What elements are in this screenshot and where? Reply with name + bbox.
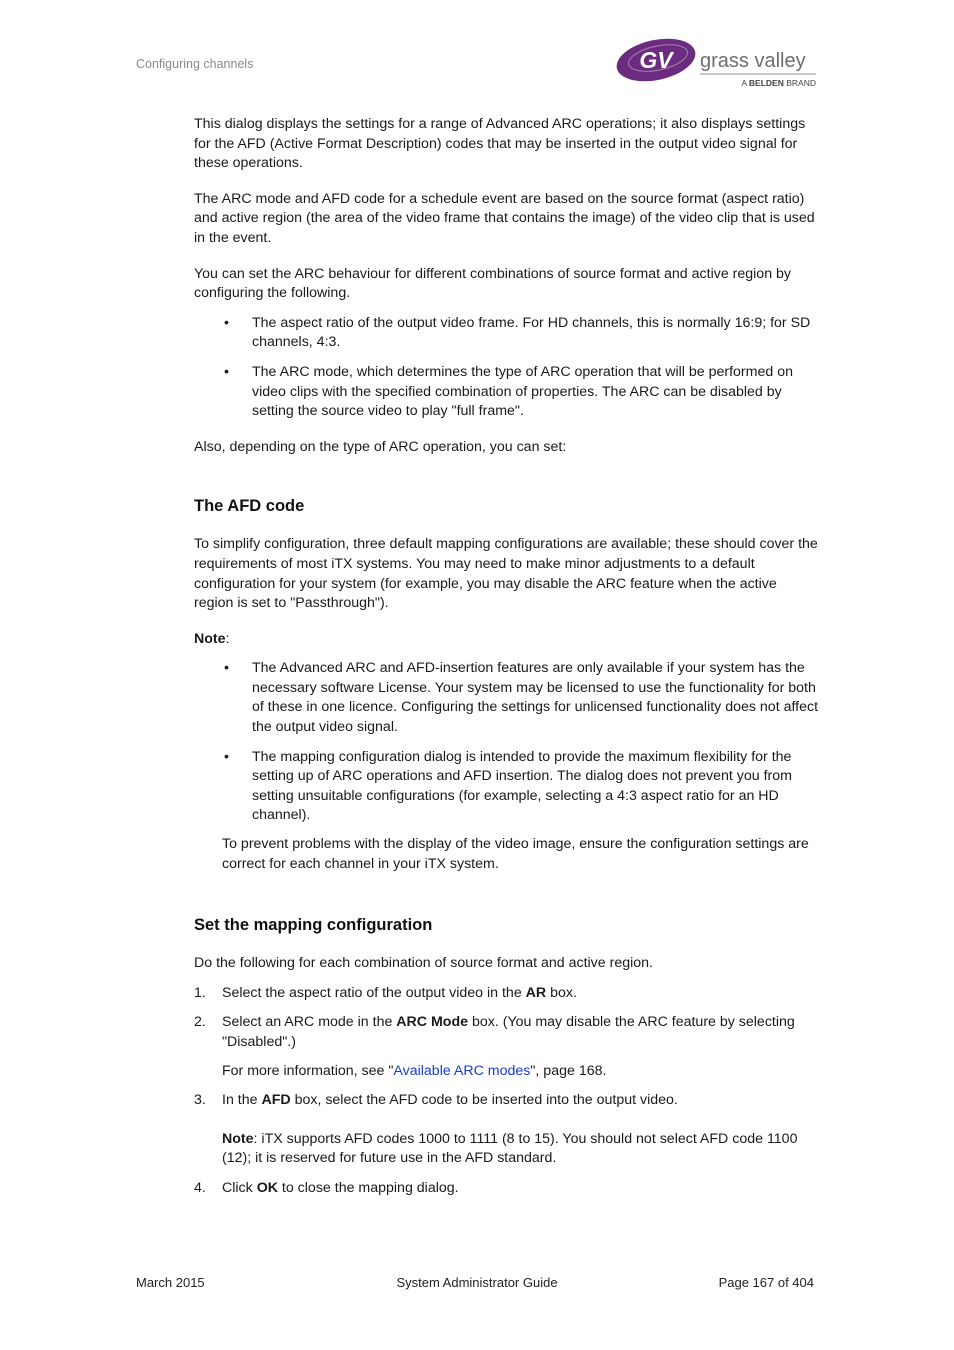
bullet-icon: •	[224, 363, 229, 380]
list-item: • The Advanced ARC and AFD-insertion features are only available if your system has the necessary software License. Your system may be licensed to use the functionality for both of these in one licence. Configuring the settings for unlicensed functionality does not affect the output video signal.	[224, 660, 819, 736]
intro-paragraph-2: The ARC mode and AFD code for a schedule event are based on the source format (aspect ratio) and active region (the area of the video frame that contains the image) of the video clip that is used in the event.	[194, 190, 815, 246]
afd-paragraph-2: To prevent problems with the display of the video image, ensure the configuration settings are correct for each channel in your iTX system.	[222, 836, 809, 872]
list-item: • The ARC mode, which determines the type of ARC operation that will be performed on video clips with the specified combination of properties. The ARC can be disabled by setting the source video to play "full frame".	[224, 363, 793, 420]
logo-mark-letters: GV	[639, 47, 673, 73]
page-content	[194, 115, 820, 1209]
logo-tagline: A BELDEN BRAND	[741, 78, 816, 88]
section-heading-mapping: Set the mapping configuration	[194, 916, 433, 935]
grass-valley-logo	[614, 36, 818, 92]
list-item: 3. In the AFD box, select the AFD code to be inserted into the output video. Note: iTX supports AFD codes 1000 to 1111 (8 to 15). You should not select AFD code 1100 (12); it is reserved for future use in the AFD standard.	[194, 1091, 820, 1169]
mapping-steps-list	[194, 984, 820, 1199]
intro-paragraph-1: This dialog displays the settings for a range of Advanced ARC operations; it also displays settings for the AFD (Active Format Description) codes that may be inserted in the output video signal for these operations.	[194, 116, 806, 172]
list-item: 2. Select an ARC mode in the ARC Mode box. (You may disable the ARC feature by selecting "Disabled".) For more information, see "Available ARC modes", page 168.	[194, 1013, 820, 1081]
available-arc-modes-link[interactable]: Available ARC modes	[393, 1062, 531, 1079]
mapping-intro: Do the following for each combination of source format and active region.	[194, 955, 653, 972]
logo-brand-name: grass valley	[700, 50, 806, 72]
bullet-icon: •	[224, 748, 229, 765]
list-item: 1. Select the aspect ratio of the output video in the AR box.	[194, 984, 577, 1001]
intro-paragraph-3: You can set the ARC behaviour for different combinations of source format and active region by configuring the following.	[194, 265, 792, 302]
afd-note-bullet-list	[194, 659, 820, 826]
list-item: • The mapping configuration dialog is intended to provide the maximum flexibility for the setting up of ARC operations and AFD insertion. The dialog does not prevent you from setting unsuitable configurations (for example, selecting a 4:3 aspect ratio for an HD channel).	[224, 748, 792, 824]
grass-valley-logo-graphic	[614, 36, 818, 92]
running-header: Configuring channels	[136, 57, 254, 71]
footer-date: March 2015	[136, 1275, 205, 1290]
afd-paragraph-1: To simplify configuration, three default mapping configurations are available; these should cover the requirements of most iTX systems. You may need to make minor adjustments to a default configuration for your system (for example, you may disable the ARC feature when the active region is set to "Passthrough").	[194, 536, 818, 612]
bullet-icon: •	[224, 660, 229, 677]
step-2-more-info: For more information, see "Available ARC modes", page 168.	[222, 1062, 607, 1079]
step-3-note: Note: iTX supports AFD codes 1000 to 1111 (8 to 15). You should not select AFD code 1100 (12); it is reserved for future use in the AFD standard.	[222, 1130, 798, 1167]
list-item: 4. Click OK to close the mapping dialog.	[194, 1179, 459, 1196]
intro-bullet-list	[194, 314, 820, 422]
intro-paragraph-4: Also, depending on the type of ARC operation, you can set:	[194, 438, 567, 455]
afd-note-label: Note:	[194, 630, 230, 647]
section-heading-afd: The AFD code	[194, 497, 305, 516]
bullet-icon: •	[224, 314, 229, 331]
footer-page-number: Page 167 of 404	[718, 1275, 814, 1290]
list-item: • The aspect ratio of the output video frame. For HD channels, this is normally 16:9; for SD channels, 4:3.	[224, 314, 811, 351]
footer-title: System Administrator Guide	[396, 1275, 558, 1290]
